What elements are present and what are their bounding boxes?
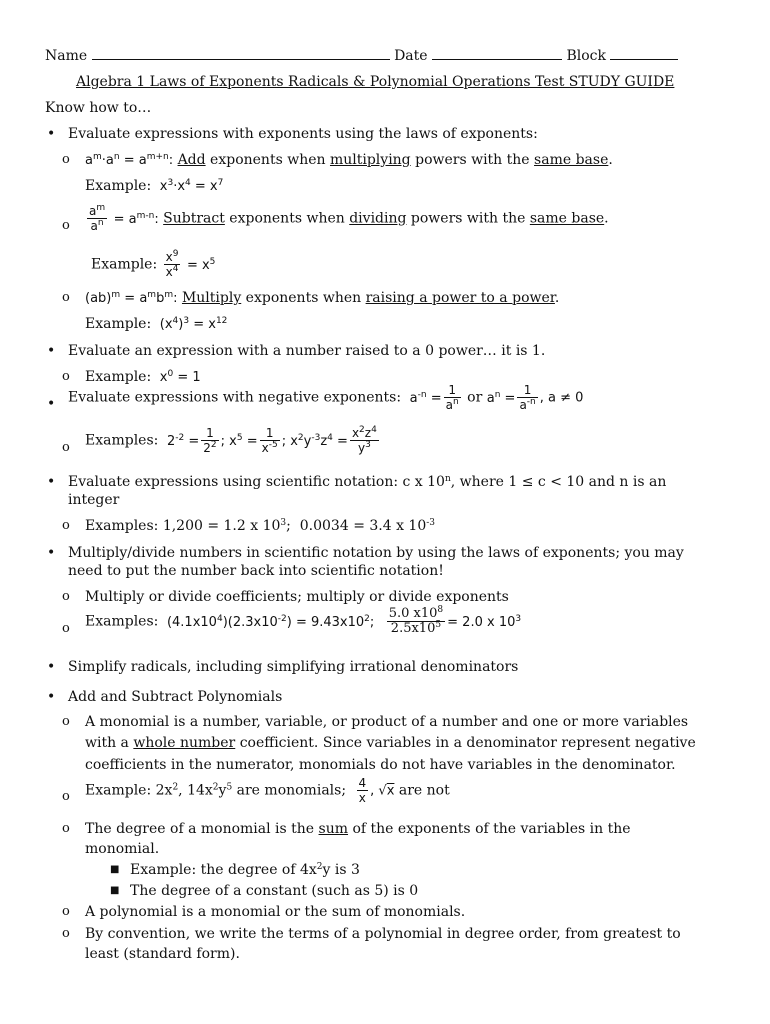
circle-bullet: o	[62, 789, 70, 804]
intro-text: Know how to…	[45, 100, 152, 116]
s1-bullet: Evaluate expressions with exponents using the laws of exponents:	[68, 126, 538, 142]
s3-examples: Examples: $2^{-2}$ = $\frac{1}{2^2}$ ; $x^5$ = $\frac{1}{x^{-5}}$ ; $x^2y^{-3}z^4$ = $\frac{x^2z^4}{y^3}$	[85, 425, 377, 455]
s1-rule3: $(ab)^m = a^mb^m$: Multiply exponents when raising a power to a power.	[85, 290, 560, 306]
header-line	[45, 47, 678, 65]
bullet-dot: •	[47, 396, 56, 412]
square-bullet: ■	[110, 885, 120, 896]
s7-degree-line1: The degree of a monomial is the sum of the exponents of the variables in the	[85, 821, 631, 837]
name-label: Name	[45, 48, 88, 64]
s1-rule1-example: Example: $x^3\cdot x^4 = x^7$	[85, 178, 224, 194]
s7-monomial-line2: with a whole number coefficient. Since variables in a denominator represent negative	[85, 735, 696, 751]
circle-bullet: o	[62, 218, 70, 233]
s5-bullet: Multiply/divide numbers in scientific notation by using the laws of exponents; you may	[68, 545, 684, 561]
circle-bullet: o	[62, 152, 70, 167]
s7-convention-line1: By convention, we write the terms of a polynomial in degree order, from greatest to	[85, 926, 681, 942]
name-blank[interactable]	[92, 47, 390, 60]
circle-bullet: o	[62, 290, 70, 305]
s1-rule1: $a^m\cdot a^n = a^{m+n}$: Add exponents when multiplying powers with the same base.	[85, 152, 613, 168]
circle-bullet: o	[62, 369, 70, 384]
circle-bullet: o	[62, 904, 70, 919]
circle-bullet: o	[62, 926, 70, 941]
bullet-dot: •	[47, 126, 56, 142]
s5-sub1: Multiply or divide coefficients; multiply or divide exponents	[85, 589, 509, 605]
s1-rule2: $\frac{a^m}{a^n}$ = $a^{m-n}$: Subtract exponents when dividing powers with the same base.	[89, 203, 609, 233]
square-bullet: ■	[110, 864, 120, 875]
circle-bullet: o	[62, 821, 70, 836]
page-title: Algebra 1 Laws of Exponents Radicals & Polynomial Operations Test STUDY GUIDE	[76, 74, 675, 90]
bullet-dot: •	[47, 343, 56, 359]
s2-bullet: Evaluate an expression with a number raised to a 0 power… it is 1.	[68, 343, 546, 359]
block-label: Block	[566, 48, 606, 64]
s4-examples: Examples: 1,200 = 1.2 x $10^3$; 0.0034 = 3.4 x $10^{-3}$	[85, 518, 436, 534]
s7-degree-example: Example: the degree of $4x^2y$ is 3	[130, 862, 360, 878]
s1-rule2-example: Example: $\frac{x^9}{x^4}$ = $x^5$	[91, 249, 216, 279]
s7-polynomial: A polynomial is a monomial or the sum of monomials.	[85, 904, 466, 920]
s1-rule3-example: Example: $(x^4)^3 = x^{12}$	[85, 316, 228, 332]
s7-monomial-line1: A monomial is a number, variable, or product of a number and one or more variables	[85, 714, 689, 730]
block-blank[interactable]	[610, 47, 678, 60]
s7-degree-constant: The degree of a constant (such as 5) is 0	[130, 883, 419, 899]
bullet-dot: •	[47, 689, 56, 705]
bullet-dot: •	[47, 659, 56, 675]
circle-bullet: o	[62, 621, 70, 636]
s7-monomial-line3: coefficients in the numerator, monomials do not have variables in the denominator.	[85, 757, 676, 773]
s5-examples: Examples: $(4.1x10^4)(2.3x10^{-2}) = 9.43x10^2$; $\frac{5.0 x10^8}{2.5x10^5}$ = 2.0 x $10^3$	[85, 605, 522, 636]
s5-bullet-cont: need to put the number back into scientific notation!	[68, 563, 444, 579]
s4-bullet: Evaluate expressions using scientific notation: c x 10$^n$, where 1 ≤ c < 10 and n is an	[68, 474, 667, 490]
circle-bullet: o	[62, 518, 70, 533]
s4-bullet-cont: integer	[68, 492, 120, 508]
circle-bullet: o	[62, 440, 70, 455]
circle-bullet: o	[62, 714, 70, 729]
date-label: Date	[394, 48, 428, 64]
date-blank[interactable]	[432, 47, 562, 60]
s6-bullet: Simplify radicals, including simplifying irrational denominators	[68, 659, 519, 675]
circle-bullet: o	[62, 589, 70, 604]
bullet-dot: •	[47, 474, 56, 490]
bullet-dot: •	[47, 545, 56, 561]
s3-bullet: Evaluate expressions with negative exponents: $a^{-n}$ = $\frac{1}{a^n}$ or $a^n$ = $\frac{1}{a^{-n}}$ , a ≠ 0	[68, 383, 584, 412]
s7-example: Example: $2x^2$, $14x^2y^5$ are monomials; $\frac{4}{x}$ , √x are not	[85, 776, 450, 805]
s7-degree-line2: monomial.	[85, 841, 160, 857]
s7-bullet: Add and Subtract Polynomials	[68, 689, 283, 705]
s7-convention-line2: least (standard form).	[85, 946, 240, 962]
s2-example: Example: $x^0 = 1$	[85, 369, 201, 385]
